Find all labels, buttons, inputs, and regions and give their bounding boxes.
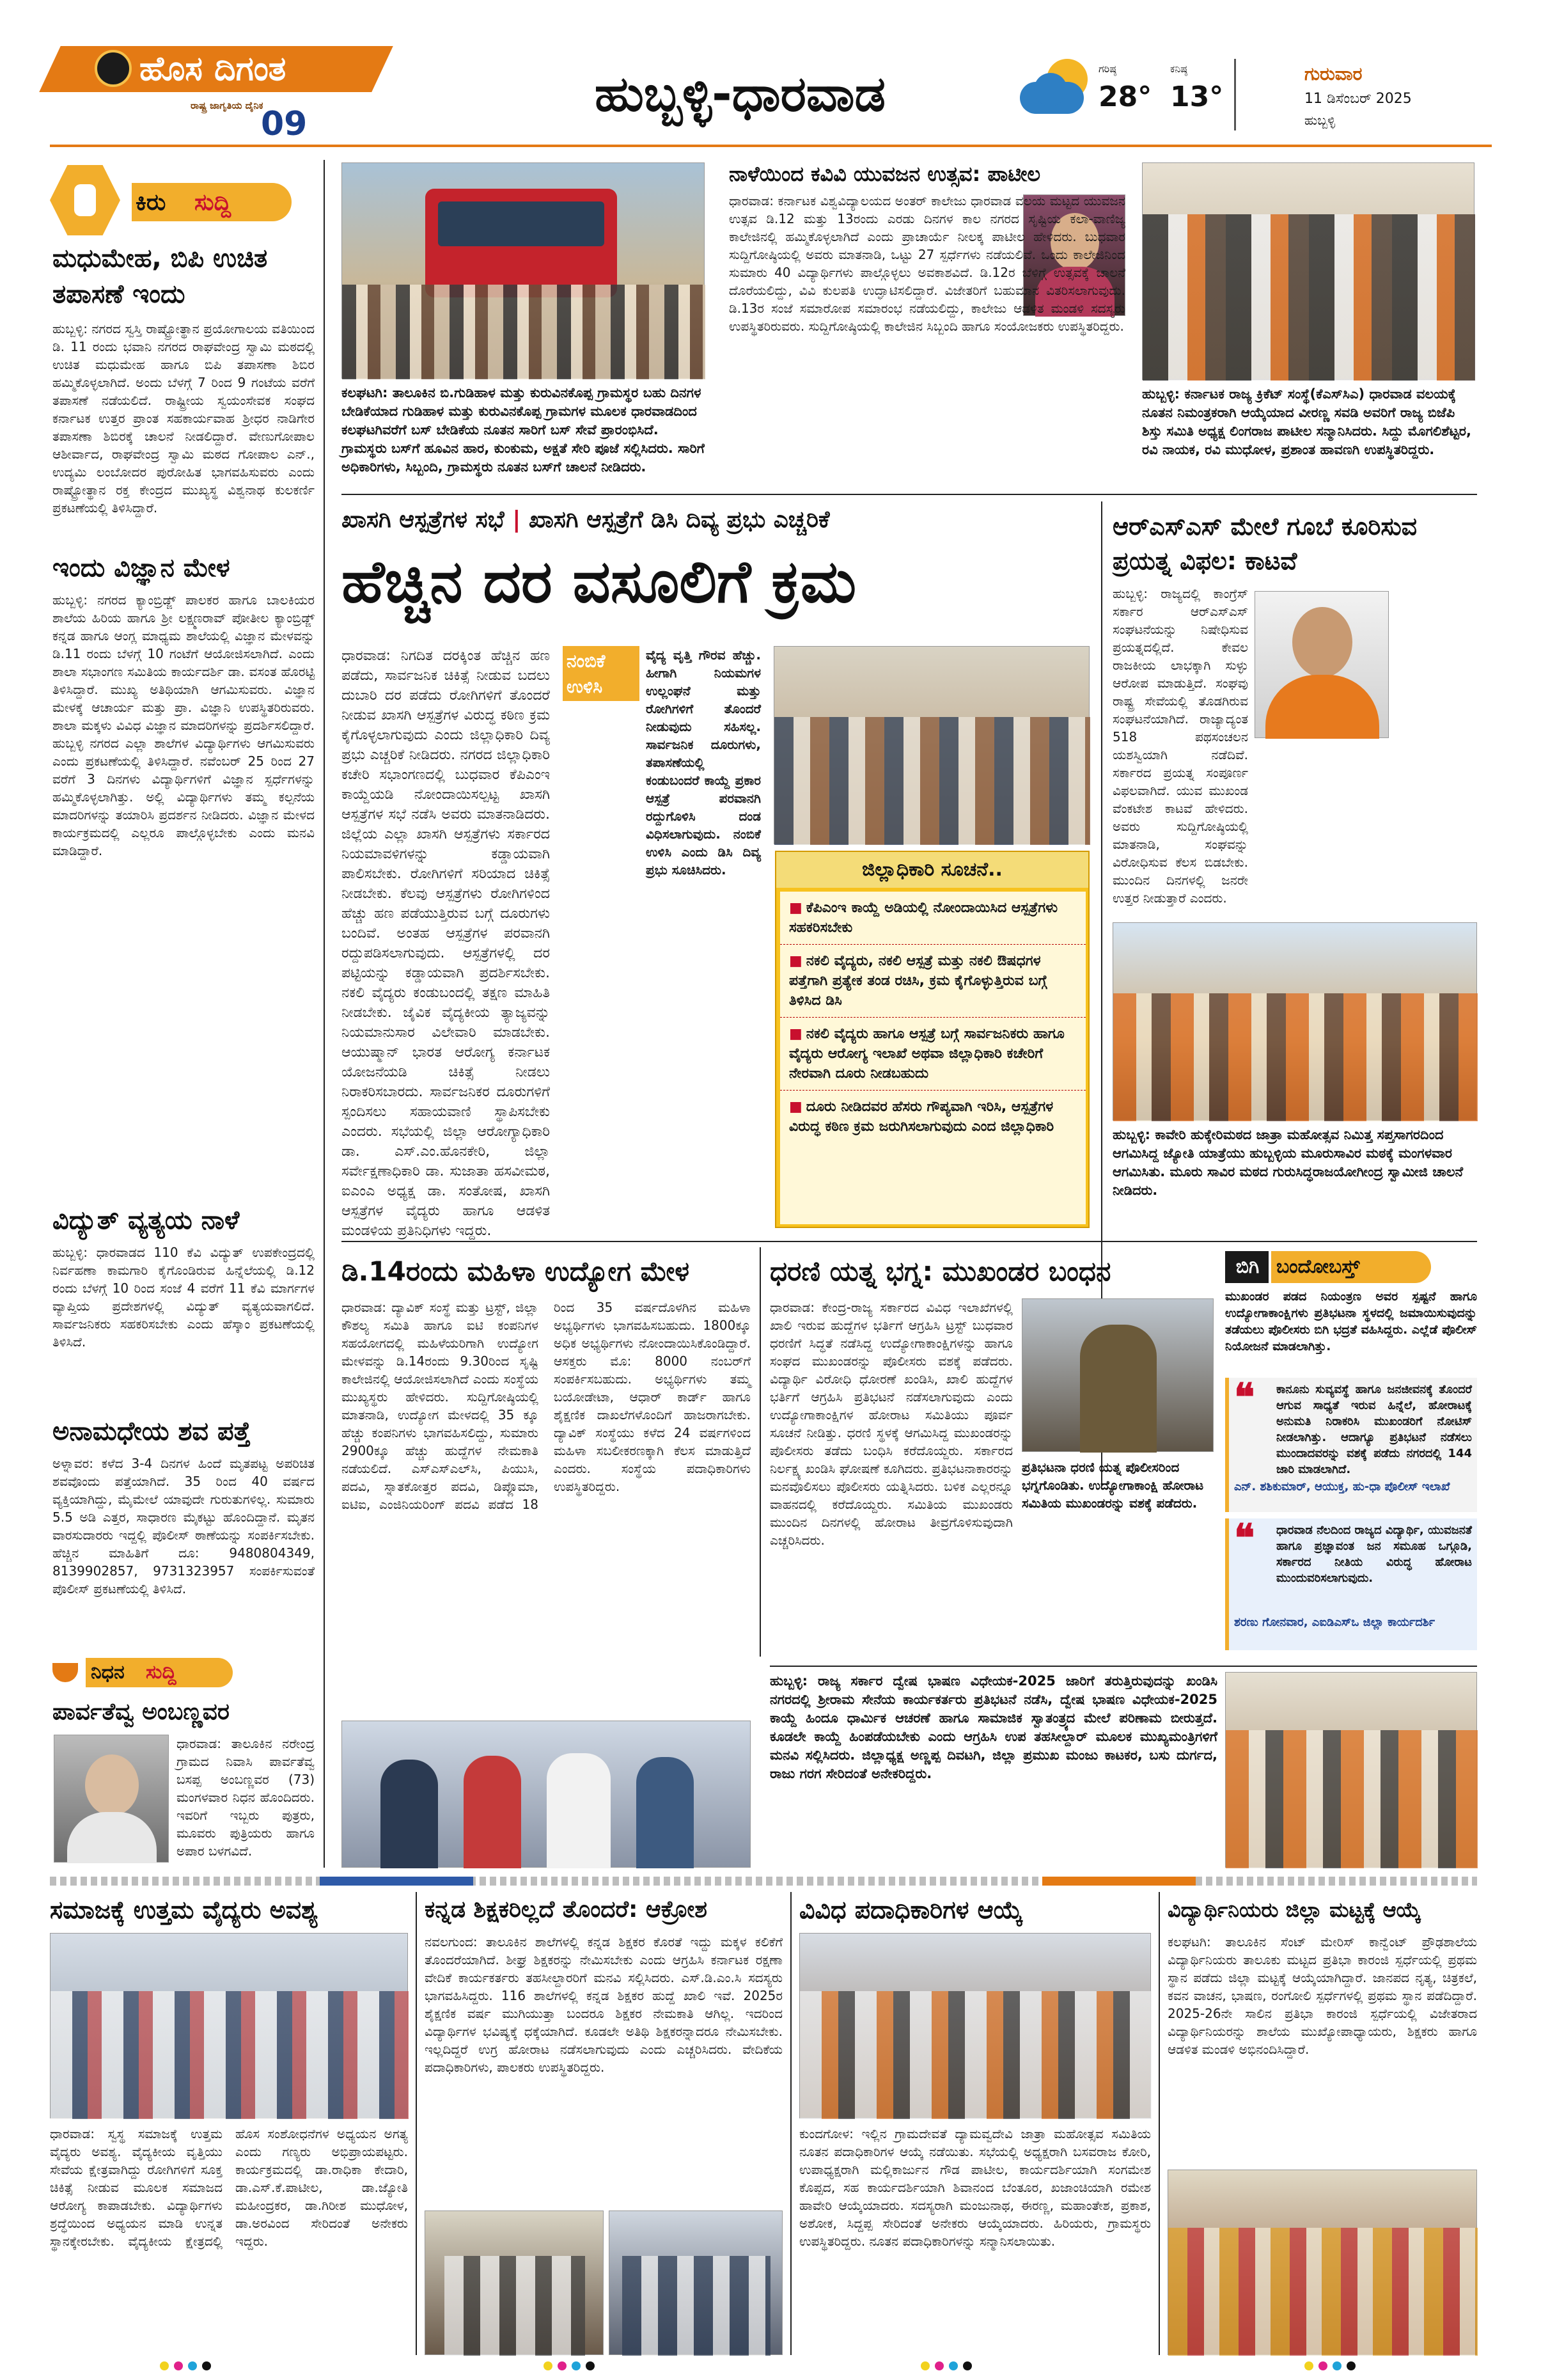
registration-marks xyxy=(544,2361,595,2370)
registration-marks xyxy=(160,2361,211,2370)
masthead-divider xyxy=(1234,59,1236,130)
rss-title: ಆರ್‌ಎಸ್‌ಎಸ್ ಮೇಲೆ ಗೂಬೆ ಕೂರಿಸುವ ಪ್ರಯತ್ನ ವಿಫಲ: ಕಾಟವೆ xyxy=(1113,512,1418,575)
nambike-box xyxy=(563,646,761,878)
dharani-photo xyxy=(1022,1298,1214,1452)
dc-point: ■ ನಕಲಿ ವೈದ್ಯರು, ನಕಲಿ ಆಸ್ಪತ್ರೆ ಮತ್ತು ನಕಲಿ ಔಷಧಗಳ ಪತ್ತೆಗಾಗಿ ಪ್ರತ್ಯೇಕ ತಂಡ ರಚಿಸಿ, ಕ್ರಮ ಕೈಗೊಳ್ಳುತ್ತಿರುವ ಬಗ್ಗೆ ತಿಳಿಸಿದ ಡಿಸಿ xyxy=(780,945,1086,1018)
bottom-band-accent xyxy=(1042,1877,1196,1886)
lamp-icon xyxy=(95,50,132,87)
city: ಹುಬ್ಬಳ್ಳಿ xyxy=(1304,113,1336,128)
bullet-icon: ■ xyxy=(789,900,802,916)
paper-name: ಹೊಸ ದಿಗಂತ xyxy=(139,50,286,88)
jatra-photo xyxy=(1113,922,1477,1121)
hospital-body: ಧಾರವಾಡ: ನಿಗದಿತ ದರಕ್ಕಿಂತ ಹೆಚ್ಚಿನ ಹಣ ಪಡೆದು, ಸಾರ್ವಜನಿಕ ಚಿಕಿತ್ಸೆ ನೀಡುವ ಬದಲು ದುಬಾರಿ ದರ ಪಡೆದು ರೋಗಿಗಳಿಗೆ ತೊಂದರೆ ನೀಡುವ ಖಾಸಗಿ ಆಸ್ಪತ್ರೆಗಳ ವಿರುದ್ಧ ಕಠಿಣ ಕ್ರಮ ಕೈಗೊಳ್ಳಲಾಗುವುದು ಎಂದು ಜಿಲ್ಲಾಧಿಕಾರಿ ದಿವ್ಯ ಪ್ರಭು ಎಚ್ಚರಿಕೆ ನೀಡಿದರು. ನಗರದ ಜಿಲ್ಲಾಧಿಕಾರಿ ಕಚೇರಿ ಸಭಾಂಗಣದಲ್ಲಿ ಬುಧವಾರ ಕೆಪಿಎಂಇ ಕಾಯ್ದೆಯಡಿ ನೋಂದಾಯಿಸಲ್ಪಟ್ಟ ಖಾಸಗಿ ಆಸ್ಪತ್ರೆಗಳ ಸಭೆ ನಡೆಸಿ ಅವರು ಮಾತನಾಡಿದರು. ಜಿಲ್ಲೆಯ ಎಲ್ಲಾ ಖಾಸಗಿ ಆಸ್ಪತ್ರೆಗಳು ಸರ್ಕಾರದ ನಿಯಮಾವಳಿಗಳನ್ನು ಕಡ್ಡಾಯವಾಗಿ ಪಾಲಿಸಬೇಕು. ರೋಗಿಗಳಿಗೆ ಸರಿಯಾದ ಚಿಕಿತ್ಸೆ ನೀಡಬೇಕು. ಕೆಲವು ಆಸ್ಪತ್ರೆಗಳು ರೋಗಿಗಳಿಂದ ಹೆಚ್ಚು ಹಣ ಪಡೆಯುತ್ತಿರುವ ಬಗ್ಗೆ ದೂರುಗಳು ಬಂದಿವೆ. ಅಂತಹ ಆಸ್ಪತ್ರೆಗಳ ಪರವಾನಗಿ ರದ್ದುಪಡಿಸಲಾಗುವುದು. ಆಸ್ಪತ್ರೆಗಳಲ್ಲಿ ದರ ಪಟ್ಟಿಯನ್ನು ಕಡ್ಡಾಯವಾಗಿ ಪ್ರದರ್ಶಿಸಬೇಕು. ನಕಲಿ ವೈದ್ಯರು ಕಂಡುಬಂದಲ್ಲಿ ತಕ್ಷಣ ಮಾಹಿತಿ ನೀಡಬೇಕು. ಜೈವಿಕ ವೈದ್ಯಕೀಯ ತ್ಯಾಜ್ಯವನ್ನು ನಿಯಮಾನುಸಾರ ವಿಲೇವಾರಿ ಮಾಡಬೇಕು. ಆಯುಷ್ಮಾನ್ ಭಾರತ ಆರೋಗ್ಯ ಕರ್ನಾಟಕ ಯೋಜನೆಯಡಿ ಚಿಕಿತ್ಸೆ ನೀಡಲು ನಿರಾಕರಿಸಬಾರದು. ಸಾರ್ವಜನಿಕರ ದೂರುಗಳಿಗೆ ಸ್ಪಂದಿಸಲು ಸಹಾಯವಾಣಿ ಸ್ಥಾಪಿಸಬೇಕು ಎಂದರು. ಸಭೆಯಲ್ಲಿ ಜಿಲ್ಲಾ ಆರೋಗ್ಯಾಧಿಕಾರಿ ಡಾ. ಎಸ್.ಎಂ.ಹೊನಕೇರಿ, ಜಿಲ್ಲಾ ಸರ್ವೇಕ್ಷಣಾಧಿಕಾರಿ ಡಾ. ಸುಜಾತಾ ಹಸವೀಮಠ, ಐಎಂಎ ಅಧ್ಯಕ್ಷ ಡಾ. ಸಂತೋಷ, ಖಾಸಗಿ ಆಸ್ಪತ್ರೆಗಳ ವೈದ್ಯರು ಹಾಗೂ ಆಡಳಿತ ಮಂಡಳಿಯ ಪ್ರತಿನಿಧಿಗಳು ಇದ್ದರು. xyxy=(341,648,550,1239)
bus-photo xyxy=(341,162,705,379)
dharani-title: ಧರಣಿ ಯತ್ನ ಭಗ್ನ: ಮುಖಂಡರ ಬಂಧನ xyxy=(770,1256,1111,1287)
brief-1-body: ಹುಬ್ಬಳ್ಳಿ: ನಗರದ ಸ್ವಸ್ತಿ ರಾಷ್ಟ್ರೋತ್ಥಾನ ಪ್ರಯೋಗಾಲಯ ವತಿಯಿಂದ ಡಿ. 11 ರಂದು ಭವಾನಿ ನಗರದ ರಾಘವೇಂದ್ರ ಸ್ವಾಮಿ ಮಠದಲ್ಲಿ ಉಚಿತ ಮಧುಮೇಹ ಹಾಗೂ ಬಿಪಿ ತಪಾಸಣಾ ಶಿಬಿರ ಹಮ್ಮಿಕೊಳ್ಳಲಾಗಿದೆ. ಅಂದು ಬೆಳಗ್ಗೆ 7 ರಿಂದ 9 ಗಂಟೆಯ ವರೆಗೆ ತಪಾಸಣೆ ನಡೆಯಲಿದೆ. ರಾಷ್ಟ್ರೀಯ ಸ್ವಯಂಸೇವಕ ಸಂಘದ ಕರ್ನಾಟಕ ಉತ್ತರ ಪ್ರಾಂತ ಸಹಕಾರ್ಯವಾಹ ಶ್ರೀಧರ ನಾಡಿಗೇರ ತಪಾಸಣಾ ಶಿಬಿರಕ್ಕೆ ಚಾಲನೆ ನೀಡಲಿದ್ದಾರೆ. ವೇಣುಗೋಪಾಲ ಆಶೀರ್ವಾದ, ರಾಘವೇಂದ್ರ ಸ್ವಾಮಿ ಮಠದ ಗೋಪಾಲ ಎನ್., ಉದ್ಯಮಿ ಲಂಬೋದರ ಪುರೋಹಿತ ಭಾಗವಹಿಸುವರು ಎಂದು ರಾಷ್ಟ್ರೋತ್ಥಾನ ರಕ್ತ ಕೇಂದ್ರದ ಮುಖ್ಯಸ್ಥ ವಿಶ್ವನಾಥ ಕುಲಕರ್ಣಿ ಪ್ರಕಟಣೆಯಲ್ಲಿ ತಿಳಿಸಿದ್ದಾರೆ. xyxy=(52,321,315,516)
officers-photo xyxy=(799,1933,1151,2118)
edition-title: ಹುಬ್ಬಳ್ಳಿ-ಧಾರವಾಡ xyxy=(595,65,886,122)
brief-2-body: ಹುಬ್ಬಳ್ಳಿ: ನಗರದ ಕ್ಯಾಂಬ್ರಿಡ್ಜ್ ಪಾಲಕರ ಹಾಗೂ ಬಾಲಕಿಯರ ಶಾಲೆಯ ಹಿರಿಯ ಹಾಗೂ ಶ್ರೀ ಲಕ್ಷ್ಮಣರಾವ್ ಪೋತೀಲ ಕ್ಯಾಂಬ್ರಿಡ್ಜ್ ಕನ್ನಡ ಹಾಗೂ ಆಂಗ್ಲ ಮಾಧ್ಯಮ ಶಾಲೆಯಲ್ಲಿ ವಿಜ್ಞಾನ ಮೇಳವನ್ನು ಡಿ.11 ರಂದು ಬೆಳಗ್ಗೆ 10 ಗಂಟೆಗೆ ಆಯೋಜಿಸಲಾಗಿದೆ. ಎಂದು ಶಾಲಾ ಸಭಾಂಗಣ ಸಮಿತಿಯ ಕಾರ್ಯದರ್ಶಿ ಡಾ. ವಸಂತ ಹೊರಟ್ಟಿ ತಿಳಿಸಿದ್ದಾರೆ. ಮುಖ್ಯ ಅತಿಥಿಯಾಗಿ ಆಗಮಿಸುವರು. ವಿಜ್ಞಾನ ಮೇಳಕ್ಕೆ ಆಚಾರ್ಯ ಮತ್ತು ಪ್ರಾ. ವಿಜ್ಞಾನಿ ಉಪಸ್ಥಿತರಿರುವರು. ಶಾಲಾ ಮಕ್ಕಳು ವಿವಿಧ ವಿಜ್ಞಾನ ಮಾದರಿಗಳನ್ನು ಪ್ರದರ್ಶಿಸಲಿದ್ದಾರೆ. ಹುಬ್ಬಳ್ಳಿ ನಗರದ ಎಲ್ಲಾ ಶಾಲೆಗಳ ವಿದ್ಯಾರ್ಥಿಗಳು ಆಗಮಿಸುವರು ಎಂದು ಪ್ರಕಟಣೆಯಲ್ಲಿ ತಿಳಿಸಿದ್ದಾರೆ. ನವೆಂಬರ್ 25 ರಿಂದ 27 ವರೆಗೆ 3 ದಿನಗಳು ವಿದ್ಯಾರ್ಥಿಗಳಿಗೆ ವಿಜ್ಞಾನ ಸ್ಪರ್ಧೆಗಳನ್ನು ಹಮ್ಮಿಕೊಳ್ಳಲಾಗಿತ್ತು. ಅಲ್ಲಿ ವಿದ್ಯಾರ್ಥಿಗಳು ತಮ್ಮ ಕಲ್ಪನೆಯ ಮಾದರಿಗಳನ್ನು ತಯಾರಿಸಿ ಪ್ರದರ್ಶನ ನೀಡಿದರು. ವಿಜ್ಞಾನ ಮೇಳದ ಕಾರ್ಯಕ್ರಮದಲ್ಲಿ ಎಲ್ಲರೂ ಪಾಲ್ಗೊಳ್ಳಬೇಕು ಎಂದು ಮನವಿ ಮಾಡಿದ್ದಾರೆ. xyxy=(52,592,315,858)
jobfair-title: ಡಿ.14ರಂದು ಮಹಿಳಾ ಉದ್ಯೋಗ ಮೇಳ xyxy=(341,1256,690,1287)
doctors-title: ಸಮಾಜಕ್ಕೆ ಉತ್ತಮ ವೈದ್ಯರು ಅವಶ್ಯ xyxy=(50,1896,318,1924)
brief-4-body: ಅಳ್ನಾವರ: ಕಳೆದ 3-4 ದಿನಗಳ ಹಿಂದೆ ಮೃತಪಟ್ಟ ಅಪರಿಚಿತ ಶವವೊಂದು ಪತ್ತೆಯಾಗಿದೆ. 35 ರಿಂದ 40 ವರ್ಷದ ವ್ಯಕ್ತಿಯಾಗಿದ್ದು, ಮೈಮೇಲೆ ಯಾವುದೇ ಗುರುತುಗಳಿಲ್ಲ. ಸುಮಾರು 5.5 ಅಡಿ ಎತ್ತರ, ಸಾಧಾರಣ ಮೈಕಟ್ಟು ಹೊಂದಿದ್ದಾನೆ. ಮೃತನ ವಾರಸುದಾರರು ಇದ್ದಲ್ಲಿ ಪೊಲೀಸ್ ಠಾಣೆಯನ್ನು ಸಂಪರ್ಕಿಸಬೇಕು. ಹೆಚ್ಚಿನ ಮಾಹಿತಿಗೆ ದೂ: 9480804349, 8139902857, 9731323957 ಸಂಪರ್ಕಿಸುವಂತೆ ಪೊಲೀಸ್ ಪ್ರಕಟಣೆಯಲ್ಲಿ ತಿಳಿಸಿದೆ. xyxy=(52,1456,315,1596)
top-row-rule xyxy=(341,494,1477,495)
hospital-headline: ಹೆಚ್ಚಿನ ದರ ವಸೂಲಿಗೆ ಕ್ರಮ xyxy=(341,548,857,616)
nambike-text: ವೈದ್ಯ ವೃತ್ತಿ ಗೌರವ ಹೆಚ್ಚು. ಹೀಗಾಗಿ ನಿಯಮಗಳ ಉಲ್ಲಂಘನೆ ಮತ್ತು ರೋಗಿಗಳಿಗೆ ತೊಂದರೆ ನೀಡುವುದು ಸಹಿಸಲ್ಲ. ಸಾರ್ವಜನಿಕ ದೂರುಗಳು, ತಪಾಸಣೆಯಲ್ಲಿ ಕಂಡುಬಂದರೆ ಕಾಯ್ದೆ ಪ್ರಕಾರ ಆಸ್ಪತ್ರೆ ಪರವಾನಗಿ ರದ್ದುಗೊಳಿಸಿ ದಂಡ ವಿಧಿಸಲಾಗುವುದು. ನಂಬಿಕೆ ಉಳಿಸಿ ಎಂದು ಡಿಸಿ ದಿವ್ಯ ಪ್ರಭು ಸೂಚಿಸಿದರು. xyxy=(646,647,761,878)
youth-title: ನಾಳೆಯಿಂದ ಕವಿವಿ ಯುವಜನ ಉತ್ಸವ: ಪಾಟೀಲ xyxy=(729,162,1041,186)
kannada-photo-1 xyxy=(425,2211,604,2355)
jobfair-rule xyxy=(760,1247,761,1657)
brief-3-body: ಹುಬ್ಬಳ್ಳಿ: ಧಾರವಾಡದ 110 ಕೆವಿ ವಿದ್ಯುತ್ ಉಪಕೇಂದ್ರದಲ್ಲಿ ನಿರ್ವಹಣಾ ಕಾಮಗಾರಿ ಕೈಗೊಂಡಿರುವ ಹಿನ್ನೆಲೆಯಲ್ಲಿ ಡಿ.12 ರಂದು ಬೆಳಗ್ಗೆ 10 ರಿಂದ ಸಂಜೆ 4 ವರೆಗೆ 11 ಕೆವಿ ಮಾರ್ಗಗಳ ವ್ಯಾಪ್ತಿಯ ಪ್ರದೇಶಗಳಲ್ಲಿ ವಿದ್ಯುತ್ ವ್ಯತ್ಯಯವಾಗಲಿದೆ. ಸಾರ್ವಜನಿಕರು ಸಹಕರಿಸಬೇಕು ಎಂದು ಹೆಸ್ಕಾಂ ಪ್ರಕಟಣೆಯಲ್ಲಿ ತಿಳಿಸಿದೆ. xyxy=(52,1245,315,1350)
dc-point: ■ ಕೆಪಿಎಂಇ ಕಾಯ್ದೆ ಅಡಿಯಲ್ಲಿ ನೋಂದಾಯಿಸಿದ ಆಸ್ಪತ್ರೆಗಳು ಸಹಕರಿಸಬೇಕು xyxy=(780,892,1086,945)
bandobast-label-a: ಬಿಗಿ xyxy=(1235,1256,1260,1278)
ksca-photo xyxy=(1142,162,1475,380)
officers-body: ಕುಂದಗೋಳ: ಇಲ್ಲಿನ ಗ್ರಾಮದೇವತೆ ದ್ಯಾಮವ್ವದೇವಿ ಜಾತ್ರಾ ಮಹೋತ್ಸವ ಸಮಿತಿಯ ನೂತನ ಪದಾಧಿಕಾರಿಗಳ ಆಯ್ಕೆ ನಡೆಯಿತು. ಸಭೆಯಲ್ಲಿ ಅಧ್ಯಕ್ಷರಾಗಿ ಬಸವರಾಜ ಕೋರಿ, ಉಪಾಧ್ಯಕ್ಷರಾಗಿ ಮಲ್ಲಿಕಾರ್ಜುನ ಗೌಡ ಪಾಟೀಲ, ಕಾರ್ಯದರ್ಶಿಯಾಗಿ ಸಂಗಮೇಶ ಕೊಪ್ಪದ, ಸಹ ಕಾರ್ಯದರ್ಶಿಯಾಗಿ ಶಿವಾನಂದ ಬೆಂತೂರ, ಖಜಾಂಚಿಯಾಗಿ ರಮೇಶ ಹಾವೇರಿ ಆಯ್ಕೆಯಾದರು. ಸದಸ್ಯರಾಗಿ ಮಂಜುನಾಥ, ಈರಣ್ಣ, ಮಹಾಂತೇಶ, ಪ್ರಕಾಶ, ಅಶೋಕ, ಸಿದ್ದಪ್ಪ ಸೇರಿದಂತೆ ಅನೇಕರು ಆಯ್ಕೆಯಾದರು. ಹಿರಿಯರು, ಗ್ರಾಮಸ್ಥರು ಉಪಸ್ಥಿತರಿದ್ದರು. ನೂತನ ಪದಾಧಿಕಾರಿಗಳನ್ನು ಸನ್ಮಾನಿಸಲಾಯಿತು. xyxy=(799,2126,1151,2249)
bottom-col-rule-2 xyxy=(790,1892,792,2355)
hospital-kicker-a: ಖಾಸಗಿ ಆಸ್ಪತ್ರೆಗಳ ಸಭೆ xyxy=(341,507,505,533)
brief-4-title: ಅನಾಮಧೇಯ ಶವ ಪತ್ತೆ xyxy=(52,1417,251,1446)
bill-caption: ಹುಬ್ಬಳ್ಳಿ: ರಾಜ್ಯ ಸರ್ಕಾರ ದ್ವೇಷ ಭಾಷಣ ವಿಧೇಯಕ-2025 ಜಾರಿಗೆ ತರುತ್ತಿರುವುದನ್ನು ಖಂಡಿಸಿ ನಗರದಲ್ಲಿ ಶ್ರೀರಾಮ ಸೇನೆಯ ಕಾರ್ಯಕರ್ತರು ಪ್ರತಿಭಟನೆ ನಡೆಸಿ, ದ್ವೇಷ ಭಾಷಣ ವಿಧೇಯಕ-2025 ಕಾಯ್ದೆ ಹಿಂದೂ ಧಾರ್ಮಿಕ ಆಚರಣೆ ಹಾಗೂ ಸಾಮಾಜಿಕ ಸ್ವಾತಂತ್ರ್ಯದ ಮೇಲೆ ಪರಿಣಾಮ ಬೀರುತ್ತದೆ. ಕೂಡಲೇ ಕಾಯ್ದೆ ಹಿಂಪಡೆಯಬೇಕು ಎಂದು ಆಗ್ರಹಿಸಿ ಉಪ ತಹಸೀಲ್ದಾರ್ ಮೂಲಕ ಮುಖ್ಯಮಂತ್ರಿಗಳಿಗೆ ಮನವಿ ಸಲ್ಲಿಸಿದರು. ಜಿಲ್ಲಾಧ್ಯಕ್ಷ ಅಣ್ಣಪ್ಪ ದಿವಟಗಿ, ಜಿಲ್ಲಾ ಪ್ರಮುಖ ಮಂಜು ಕಾಟಕರ, ಬಸು ದುರ್ಗದ, ರಾಜು ಗರಗ ಸೇರಿದಂತೆ ಅನೇಕರಿದ್ದರು. xyxy=(770,1673,1217,1781)
hospital-meeting-photo xyxy=(774,646,1090,844)
dharani-photo-caption: ಪ್ರತಿಭಟನಾ ಧರಣಿ ಯತ್ನ ಪೊಲೀಸರಿಂದ ಭಗ್ನಗೊಂಡಿತು. ಉದ್ಯೋಗಾಕಾಂಕ್ಷಿ ಹೋರಾಟ ಸಮಿತಿಯ ಮುಖಂಡರನ್ನು ವಶಕ್ಕೆ ಪಡೆದರು. xyxy=(1022,1460,1204,1511)
bottom-band-rule xyxy=(50,1877,1477,1886)
obituary-name: ಪಾರ್ವತೆವ್ವ ಅಂಬಣ್ಣವರ xyxy=(52,1699,230,1725)
dc-notice-title: ಜಿಲ್ಲಾಧಿಕಾರಿ ಸೂಚನೆ.. xyxy=(776,852,1088,888)
nambike-label-b: ಉಳಿಸಿ xyxy=(567,676,603,697)
obituary-body: ಧಾರವಾಡ: ತಾಲೂಕಿನ ನರೇಂದ್ರ ಗ್ರಾಮದ ನಿವಾಸಿ ಪಾರ್ವತೆವ್ವ ಬಸಪ್ಪ ಅಂಬಣ್ಣವರ (73) ಮಂಗಳವಾರ ನಿಧನ ಹೊಂದಿದರು. ಇವರಿಗೆ ಇಬ್ಬರು ಪುತ್ರರು, ಮೂವರು ಪುತ್ರಿಯರು ಹಾಗೂ ಅಪಾರ ಬಳಗವಿದೆ. xyxy=(176,1736,315,1859)
jobfair-photo xyxy=(341,1721,751,1868)
paper-tagline: ರಾಷ್ಟ್ರ ಜಾಗೃತಿಯ ದೈನಿಕ xyxy=(191,100,263,111)
weekday: ಗುರುವಾರ xyxy=(1304,63,1363,84)
bill-photo xyxy=(1225,1672,1477,1868)
students-body: ಕಲಘಟಗಿ: ತಾಲೂಕಿನ ಸೆಂಟ್ ಮೇರಿಸ್ ಕಾನ್ವೆಂಟ್ ಪ್ರೌಢಶಾಲೆಯ ವಿದ್ಯಾರ್ಥಿನಿಯರು ತಾಲೂಕು ಮಟ್ಟದ ಪ್ರತಿಭಾ ಕಾರಂಜಿ ಸ್ಪರ್ಧೆಯಲ್ಲಿ ಪ್ರಥಮ ಸ್ಥಾನ ಪಡೆದು ಜಿಲ್ಲಾ ಮಟ್ಟಕ್ಕೆ ಆಯ್ಕೆಯಾಗಿದ್ದಾರೆ. ಜಾನಪದ ನೃತ್ಯ, ಚಿತ್ರಕಲೆ, ಕವನ ವಾಚನ, ಭಾಷಣ, ರಂಗೋಲಿ ಸ್ಪರ್ಧೆಗಳಲ್ಲಿ ಪ್ರಥಮ ಸ್ಥಾನ ಪಡೆದಿದ್ದಾರೆ. 2025-26ನೇ ಸಾಲಿನ ಪ್ರತಿಭಾ ಕಾರಂಜಿ ಸ್ಪರ್ಧೆಯಲ್ಲಿ ವಿಜೇತರಾದ ವಿದ್ಯಾರ್ಥಿನಿಯರನ್ನು ಶಾಲೆಯ ಮುಖ್ಯೋಪಾಧ್ಯಾಯರು, ಶಿಕ್ಷಕರು ಹಾಗೂ ಆಡಳಿತ ಮಂಡಳಿ ಅಭಿನಂದಿಸಿದ್ದಾರೆ. xyxy=(1168,1934,1477,2057)
masthead xyxy=(0,0,1541,147)
hospital-kicker xyxy=(341,503,1090,537)
kirusuddi-label-a: ಕಿರು xyxy=(136,189,166,216)
brief-2-title: ಇಂದು ವಿಜ್ಞಾನ ಮೇಳ xyxy=(52,553,230,583)
diya-icon xyxy=(52,1663,78,1682)
quote1-by: ಎನ್. ಶಶಿಕುಮಾರ್, ಆಯುಕ್ತ, ಹು-ಧಾ ಪೊಲೀಸ್ ಇಲಾಖೆ xyxy=(1234,1480,1450,1493)
doctors-photo xyxy=(50,1933,408,2118)
quote2-by: ಶರಣು ಗೋನವಾರ, ಎಐಡಿಎಸ್ಒ ಜಿಲ್ಲಾ ಕಾರ್ಯದರ್ಶಿ xyxy=(1234,1616,1435,1629)
weather-max: 28° xyxy=(1099,81,1152,113)
weather-max-label: ಗರಿಷ್ಠ xyxy=(1099,63,1116,75)
bullet-icon: ■ xyxy=(789,1026,802,1042)
dc-point: ■ ದೂರು ನೀಡಿದವರ ಹೆಸರು ಗೌಪ್ಯವಾಗಿ ಇರಿಸಿ, ಆಸ್ಪತ್ರೆಗಳ ವಿರುದ್ಧ ಕಠಿಣ ಕ್ರಮ ಜರುಗಿಸಲಾಗುವುದು ಎಂದ ಜಿಲ್ಲಾಧಿಕಾರಿ xyxy=(789,1099,1054,1135)
bottom-band-accent xyxy=(320,1877,473,1886)
brief-1-title: ಮಧುಮೇಹ, ಬಿಪಿ ಉಚಿತ ತಪಾಸಣೆ ಇಂದು xyxy=(52,244,268,309)
kannada-title: ಕನ್ನಡ ಶಿಕ್ಷಕರಿಲ್ಲದೆ ತೊಂದರೆ: ಆಕ್ರೋಶ xyxy=(425,1896,707,1923)
students-photo xyxy=(1168,2170,1477,2355)
hospital-kicker-b: ಖಾಸಗಿ ಆಸ್ಪತ್ರೆಗೆ ಡಿಸಿ ದಿವ್ಯ ಪ್ರಭು ಎಚ್ಚರಿಕೆ xyxy=(528,507,830,533)
masthead-logo-block xyxy=(50,46,408,142)
dharani-body-top: ಧಾರವಾಡ: ಕೇಂದ್ರ-ರಾಜ್ಯ ಸರ್ಕಾರದ ವಿವಿಧ ಇಲಾಖೆಗಳಲ್ಲಿ ಖಾಲಿ ಇರುವ ಹುದ್ದೆಗಳ ಭರ್ತಿಗೆ ಆಗ್ರಹಿಸಿ ಟ್ರಸ್ಟ್ ಬುಧವಾರ ಧರಣಿಗೆ ಸಿದ್ಧತೆ ನಡೆಸಿದ್ದ ಉದ್ಯೋಗಾಕಾಂಕ್ಷಿಗಳನ್ನು ಹಾಗೂ ಸಂಘದ ಮುಖಂಡರನ್ನು ಪೊಲೀಸರು ವಶಕ್ಕೆ ಪಡೆದರು. ವಿದ್ಯಾರ್ಥಿ ವಿರೋಧಿ ಧೋರಣೆ ಖಂಡಿಸಿ, ಖಾಲಿ ಹುದ್ದೆಗಳ ಭರ್ತಿಗೆ ಆಗ್ರಹಿಸಿ ಪ್ರತಿಭಟನೆ ನಡೆಸಲಾಗುವುದು ಎಂದು ಉದ್ಯೋಗಾಕಾಂಕ್ಷಿಗಳ ಹೋರಾಟ ಸಮಿತಿಯು ಪೂರ್ವ ಸೂಚನೆ ನೀಡಿತ್ತು. ಧರಣಿ ಸ್ಥಳಕ್ಕೆ ಆಗಮಿಸಿದ್ದ ಮುಖಂಡರನ್ನು ಪೊಲೀಸರು ತಡೆದು ಬಂಧಿಸಿ ಕರೆದೊಯ್ದರು. ಸರ್ಕಾರದ ನಿರ್ಲಕ್ಷ್ಯ ಖಂಡಿಸಿ ಘೋಷಣೆ ಕೂಗಿದರು. ಪ್ರತಿಭಟನಾಕಾರರನ್ನು ಮನವೊಲಿಸಲು ಪೊಲೀಸರು ಯತ್ನಿಸಿದರು. ಬಳಿಕ ಎಲ್ಲರನ್ನೂ ವಾಹನದಲ್ಲಿ ಕರೆದೊಯ್ದರು. ಸಮಿತಿಯ ಮುಖಂಡರು ಮುಂದಿನ ದಿನಗಳಲ್ಲಿ ಹೋರಾಟ ತೀವ್ರಗೊಳಿಸುವುದಾಗಿ ಎಚ್ಚರಿಸಿದರು. xyxy=(770,1300,1013,1548)
kirusuddi-header xyxy=(50,165,318,235)
bandobast-box xyxy=(1225,1247,1477,1657)
bullet-icon: ■ xyxy=(789,1099,802,1115)
dc-point: ■ ನಕಲಿ ವೈದ್ಯರು ಹಾಗೂ ಆಸ್ಪತ್ರೆ ಬಗ್ಗೆ ಸಾರ್ವಜನಿಕರು ಹಾಗೂ ವೈದ್ಯರು ಆರೋಗ್ಯ ಇಲಾಖೆ ಅಥವಾ ಜಿಲ್ಲಾಧಿಕಾರಿ ಕಚೇರಿಗೆ ನೇರವಾಗಿ ದೂರು ನೀಡಬಹುದು xyxy=(780,1018,1086,1091)
quote2-text: ಧಾರವಾಡ ನೆಲದಿಂದ ರಾಜ್ಯದ ವಿದ್ಯಾರ್ಥಿ, ಯುವಜನತೆ ಹಾಗೂ ಪ್ರಜ್ಞಾವಂತ ಜನ ಸಮೂಹ ಒಗ್ಗೂಡಿ, ಸರ್ಕಾರದ ನೀತಿಯ ವಿರುದ್ಧ ಹೋರಾಟ ಮುಂದುವರಿಸಲಾಗುವುದು. xyxy=(1276,1524,1472,1585)
mid-row-rule xyxy=(341,1241,1477,1242)
rss-portrait xyxy=(1255,591,1389,738)
doctors-body: ಧಾರವಾಡ: ಸ್ವಸ್ಥ ಸಮಾಜಕ್ಕೆ ಉತ್ತಮ ವೈದ್ಯರು ಅವಶ್ಯ. ವೈದ್ಯಕೀಯ ವೃತ್ತಿಯು ಸೇವೆಯ ಕ್ಷೇತ್ರವಾಗಿದ್ದು ರೋಗಿಗಳಿಗೆ ಸೂಕ್ತ ಚಿಕಿತ್ಸೆ ನೀಡುವ ಮೂಲಕ ಸಮಾಜದ ಆರೋಗ್ಯ ಕಾಪಾಡಬೇಕು. ವಿದ್ಯಾರ್ಥಿಗಳು ಶ್ರದ್ಧೆಯಿಂದ ಅಧ್ಯಯನ ಮಾಡಿ ಉನ್ನತ ಸ್ಥಾನಕ್ಕೇರಬೇಕು. ವೈದ್ಯಕೀಯ ಕ್ಷೇತ್ರದಲ್ಲಿ ಹೊಸ ಸಂಶೋಧನೆಗಳ ಅಧ್ಯಯನ ಅಗತ್ಯ ಎಂದು ಗಣ್ಯರು ಅಭಿಪ್ರಾಯಪಟ್ಟರು. ಕಾರ್ಯಕ್ರಮದಲ್ಲಿ ಡಾ.ರಾಧಿಕಾ ಕೇದಾರಿ, ಡಾ.ಎಸ್.ಕೆ.ಪಾಟೀಲ, ಡಾ.ಜ್ಯೋತಿ ಮಹೀಂದ್ರಕರ, ಡಾ.ಗಿರೀಶ ಮುಧೋಳ, ಡಾ.ಅರವಿಂದ ಸೇರಿದಂತೆ ಅನೇಕರು ಇದ್ದರು. xyxy=(50,2126,408,2249)
dc-notice-box xyxy=(775,851,1090,1228)
bandobast-intro: ಮುಖಂಡರ ಪಡದ ನಿಯಂತ್ರಣ ಅವರ ಸ್ಪಷ್ಟನೆ ಹಾಗೂ ಉದ್ಯೋಗಾಕಾಂಕ್ಷಿಗಳು ಪ್ರತಿಭಟನಾ ಸ್ಥಳದಲ್ಲಿ ಜಮಾಯಿಸುವುದನ್ನು ತಡೆಯಲು ಪೊಲೀಸರು ಬಿಗಿ ಭದ್ರತೆ ವಹಿಸಿದ್ದರು. ಎಲ್ಲೆಡೆ ಪೊಲೀಸ್ ನಿಯೋಜನೆ ಮಾಡಲಾಗಿತ್ತು. xyxy=(1225,1289,1477,1353)
kicker-separator: | xyxy=(512,507,529,533)
page-number: 09 xyxy=(261,105,308,143)
jobfair-body: ಧಾರವಾಡ: ದ್ಯಾವಿಕ್ ಸಂಸ್ಥೆ ಮತ್ತು ಟ್ರಸ್ಟ್, ಜಿಲ್ಲಾ ಕೌಶಲ್ಯ ಸಮಿತಿ ಹಾಗೂ ಐಟಿ ಕಂಪನಿಗಳ ಸಹಯೋಗದಲ್ಲಿ ಮಹಿಳೆಯರಿಗಾಗಿ ಉದ್ಯೋಗ ಮೇಳವನ್ನು ಡಿ.14ರಂದು 9.30ರಿಂದ ಸೃಷ್ಟಿ ಕಾಲೇಜಿನಲ್ಲಿ ಆಯೋಜಿಸಲಾಗಿದೆ ಎಂದು ಸಂಸ್ಥೆಯ ಮುಖ್ಯಸ್ಥರು ಹೇಳಿದರು. ಸುದ್ದಿಗೋಷ್ಠಿಯಲ್ಲಿ ಮಾತನಾಡಿ, ಉದ್ಯೋಗ ಮೇಳದಲ್ಲಿ 35 ಕ್ಕೂ ಹೆಚ್ಚು ಕಂಪನಿಗಳು ಭಾಗವಹಿಸಲಿದ್ದು, ಸುಮಾರು 2900ಕ್ಕೂ ಹೆಚ್ಚು ಹುದ್ದೆಗಳ ನೇಮಕಾತಿ ನಡೆಯಲಿದೆ. ಎಸ್‌ಎಸ್‌ಎಲ್‌ಸಿ, ಪಿಯುಸಿ, ಪದವಿ, ಸ್ನಾತಕೋತ್ತರ ಪದವಿ, ಡಿಪ್ಲೊಮಾ, ಐಟಿಐ, ಎಂಜಿನಿಯರಿಂಗ್ ಪದವಿ ಪಡೆದ 18 ರಿಂದ 35 ವರ್ಷದೊಳಗಿನ ಮಹಿಳಾ ಅಭ್ಯರ್ಥಿಗಳು ಭಾಗವಹಿಸಬಹುದು. 1800ಕ್ಕೂ ಅಧಿಕ ಅಭ್ಯರ್ಥಿಗಳು ನೋಂದಾಯಿಸಿಕೊಂಡಿದ್ದಾರೆ. ಆಸಕ್ತರು ಮೊ: 8000 ನಂಬರ್‌ಗೆ ಸಂಪರ್ಕಿಸಬಹುದು. ಅಭ್ಯರ್ಥಿಗಳು ತಮ್ಮ ಬಯೋಡೇಟಾ, ಆಧಾರ್ ಕಾರ್ಡ್ ಹಾಗೂ ಶೈಕ್ಷಣಿಕ ದಾಖಲೆಗಳೊಂದಿಗೆ ಹಾಜರಾಗಬೇಕು. ದ್ಯಾವಿಕ್ ಸಂಸ್ಥೆಯು ಕಳೆದ 24 ವರ್ಷಗಳಿಂದ ಮಹಿಳಾ ಸಬಲೀಕರಣಕ್ಕಾಗಿ ಕೆಲಸ ಮಾಡುತ್ತಿದೆ ಎಂದರು. ಸಂಸ್ಥೆಯ ಪದಾಧಿಕಾರಿಗಳು ಉಪಸ್ಥಿತರಿದ್ದರು. xyxy=(341,1300,751,1512)
obituary-header xyxy=(52,1655,244,1690)
bus-caption: ಕಲಘಟಗಿ: ತಾಲೂಕಿನ ಬಿ.ಗುಡಿಹಾಳ ಮತ್ತು ಕುರುವಿನಕೊಪ್ಪ ಗ್ರಾಮಸ್ಥರ ಬಹು ದಿನಗಳ ಬೇಡಿಕೆಯಾದ ಗುಡಿಹಾಳ ಮತ್ತು ಕುರುವಿನಕೊಪ್ಪ ಗ್ರಾಮಗಳ ಮೂಲಕ ಧಾರವಾಡದಿಂದ ಕಲಘಟಗಿವರೆಗೆ ಬಸ್ ಬೇಡಿಕೆಯ ನೂತನ ಸಾರಿಗೆ ಬಸ್ ಸೇವೆ ಪ್ರಾರಂಭಿಸಿದೆ. ಗ್ರಾಮಸ್ಥರು ಬಸ್‌ಗೆ ಹೂವಿನ ಹಾರ, ಕುಂಕುಮ, ಅಕ್ಷತೆ ಸೇರಿ ಪೂಜೆ ಸಲ್ಲಿಸಿದರು. ಸಾರಿಗೆ ಅಧಿಕಾರಿಗಳು, ಸಿಬ್ಬಂದಿ, ಗ್ರಾಮಸ್ಥರು ನೂತನ ಬಸ್‌ಗೆ ಚಾಲನೆ ನೀಡಿದರು. xyxy=(341,385,705,475)
obituary-label-b: ಸುದ್ದಿ xyxy=(146,1661,176,1683)
brief-3-title: ವಿದ್ಯುತ್ ವ್ಯತ್ಯಯ ನಾಳೆ xyxy=(52,1206,240,1235)
officers-title: ವಿವಿಧ ಪದಾಧಿಕಾರಿಗಳ ಆಯ್ಕೆ xyxy=(799,1896,1023,1924)
bottom-col-rule-1 xyxy=(416,1892,417,2355)
bullet-icon: ■ xyxy=(789,953,802,969)
cloud-sun-icon xyxy=(1020,59,1097,123)
nambike-label-a: ನಂಬಿಕೆ xyxy=(567,650,606,672)
quote-icon: ❝ xyxy=(1234,1516,1255,1561)
masthead-rule xyxy=(50,145,1492,147)
jatra-caption: ಹುಬ್ಬಳ್ಳಿ: ಕಾವೇರಿ ಹುಕ್ಕೇರಿಮಠದ ಜಾತ್ರಾ ಮಹೋತ್ಸವ ನಿಮಿತ್ತ ಸಪ್ತಸಾಗರದಿಂದ ಆಗಮಿಸಿದ್ದ ಜ್ಯೋತಿ ಯಾತ್ರೆಯು ಹುಬ್ಬಳ್ಳಿಯ ಮೂರುಸಾವಿರ ಮಠಕ್ಕೆ ಮಂಗಳವಾರ ಆಗಮಿಸಿತು. ಮೂರು ಸಾವಿರ ಮಠದ ಗುರುಸಿದ್ಧರಾಜಯೋಗೀಂದ್ರ ಸ್ವಾಮೀಜಿ ಚಾಲನೆ ನೀಡಿದರು. xyxy=(1113,1127,1464,1198)
quote-icon: ❝ xyxy=(1234,1375,1255,1420)
date: 11 ಡಿಸೆಂಬರ್ 2025 xyxy=(1304,91,1412,107)
quote1-text: ಕಾನೂನು ಸುವ್ಯವಸ್ಥೆ ಹಾಗೂ ಜನಜೀವನಕ್ಕೆ ತೊಂದರೆ ಆಗುವ ಸಾಧ್ಯತೆ ಇರುವ ಹಿನ್ನೆಲೆ, ಹೋರಾಟಕ್ಕೆ ಅನುಮತಿ ನಿರಾಕರಿಸಿ ಮುಖಂಡರಿಗೆ ನೋಟಿಸ್ ನೀಡಲಾಗಿತ್ತು. ಆದಾಗ್ಯೂ ಪ್ರತಿಭಟನೆ ನಡೆಸಲು ಮುಂದಾದವರನ್ನು ವಶಕ್ಕೆ ಪಡೆದು ನಗರದಲ್ಲಿ 144 ಜಾರಿ ಮಾಡಲಾಗಿದೆ. xyxy=(1276,1383,1472,1476)
students-title: ವಿದ್ಯಾರ್ಥಿನಿಯರು ಜಿಲ್ಲಾ ಮಟ್ಟಕ್ಕೆ ಆಯ್ಕೆ xyxy=(1168,1898,1421,1922)
bottom-col-rule-3 xyxy=(1159,1892,1160,2355)
obituary-label-a: ನಿಧನ xyxy=(91,1661,125,1683)
left-column-rule xyxy=(324,160,325,1868)
kannada-photo-2 xyxy=(609,2211,783,2355)
weather-min: 13° xyxy=(1170,81,1224,113)
bill-rule xyxy=(770,1666,1477,1667)
kannada-body: ನವಲಗುಂದ: ತಾಲೂಕಿನ ಶಾಲೆಗಳಲ್ಲಿ ಕನ್ನಡ ಶಿಕ್ಷಕರ ಕೊರತೆ ಇದ್ದು ಮಕ್ಕಳ ಕಲಿಕೆಗೆ ತೊಂದರೆಯಾಗಿದೆ. ಶೀಘ್ರ ಶಿಕ್ಷಕರನ್ನು ನೇಮಿಸಬೇಕು ಎಂದು ಆಗ್ರಹಿಸಿ ಕರ್ನಾಟಕ ರಕ್ಷಣಾ ವೇದಿಕೆ ಕಾರ್ಯಕರ್ತರು ತಹಸೀಲ್ದಾರರಿಗೆ ಮನವಿ ಸಲ್ಲಿಸಿದರು. ಎಸ್‌.ಡಿ.ಎಂ.ಸಿ ಸದಸ್ಯರು ಭಾಗವಹಿಸಿದ್ದರು. 116 ಶಾಲೆಗಳಲ್ಲಿ ಕನ್ನಡ ಶಿಕ್ಷಕರ ಹುದ್ದೆ ಖಾಲಿ ಇವೆ. 2025ರ ಶೈಕ್ಷಣಿಕ ವರ್ಷ ಮುಗಿಯುತ್ತಾ ಬಂದರೂ ಶಿಕ್ಷಕರ ನೇಮಕಾತಿ ಆಗಿಲ್ಲ. ಇದರಿಂದ ವಿದ್ಯಾರ್ಥಿಗಳ ಭವಿಷ್ಯಕ್ಕೆ ಧಕ್ಕೆಯಾಗಿದೆ. ಕೂಡಲೇ ಅತಿಥಿ ಶಿಕ್ಷಕರನ್ನಾದರೂ ನೇಮಿಸಬೇಕು. ಇಲ್ಲದಿದ್ದರೆ ಉಗ್ರ ಹೋರಾಟ ನಡೆಸಲಾಗುವುದು ಎಂದು ಎಚ್ಚರಿಸಿದರು. ವೇದಿಕೆಯ ಪದಾಧಿಕಾರಿಗಳು, ಪಾಲಕರು ಉಪಸ್ಥಿತರಿದ್ದರು. xyxy=(425,1934,783,2075)
registration-marks xyxy=(1304,2361,1356,2370)
weather-min-label: ಕನಿಷ್ಠ xyxy=(1170,63,1187,75)
bandobast-label-b: ಬಂದೋಬಸ್ತ್ xyxy=(1276,1256,1360,1278)
obituary-photo xyxy=(54,1735,169,1863)
ksca-caption: ಹುಬ್ಬಳ್ಳಿ: ಕರ್ನಾಟಕ ರಾಜ್ಯ ಕ್ರಿಕೆಟ್ ಸಂಸ್ಥೆ(ಕೆಎಸ್‌ಸಿಎ) ಧಾರವಾಡ ವಲಯಕ್ಕೆ ನೂತನ ನಿಮಂತ್ರಕರಾಗಿ ಆಯ್ಕೆಯಾದ ವೀರಣ್ಣ ಸವಡಿ ಅವರಿಗೆ ರಾಜ್ಯ ಬಿಜೆಪಿ ಶಿಸ್ತು ಸಮಿತಿ ಅಧ್ಯಕ್ಷ ಲಿಂಗರಾಜ ಪಾಟೀಲ ಸನ್ಮಾನಿಸಿದರು. ಸಿದ್ದು ಮೊಗಲಿಶೆಟ್ಟರ, ರವಿ ನಾಯಕ, ರವಿ ಮುಧೋಳ, ಪ್ರಶಾಂತ ಹಾವಣಗಿ ಉಪಸ್ಥಿತರಿದ್ದರು. xyxy=(1142,386,1471,457)
rss-body: ಹುಬ್ಬಳ್ಳಿ: ರಾಜ್ಯದಲ್ಲಿ ಕಾಂಗ್ರೆಸ್ ಸರ್ಕಾರ ಆರ್‌ಎಸ್‌ಎಸ್ ಸಂಘಟನೆಯನ್ನು ನಿಷೇಧಿಸುವ ಪ್ರಯತ್ನದಲ್ಲಿದೆ. ಕೇವಲ ರಾಜಕೀಯ ಲಾಭಕ್ಕಾಗಿ ಸುಳ್ಳು ಆರೋಪ ಮಾಡುತ್ತಿದೆ. ಸಂಘವು ರಾಷ್ಟ್ರ ಸೇವೆಯಲ್ಲಿ ತೊಡಗಿರುವ ಸಂಘಟನೆಯಾಗಿದೆ. ರಾಜ್ಯಾದ್ಯಂತ 518 ಪಥಸಂಚಲನ ಯಶಸ್ವಿಯಾಗಿ ನಡೆದಿವೆ. ಸರ್ಕಾರದ ಪ್ರಯತ್ನ ಸಂಪೂರ್ಣ ವಿಫಲವಾಗಿದೆ. ಯುವ ಮುಖಂಡ ವೆಂಕಟೇಶ ಕಾಟವೆ ಹೇಳಿದರು. ಅವರು ಸುದ್ದಿಗೋಷ್ಠಿಯಲ್ಲಿ ಮಾತನಾಡಿ, ಸಂಘವನ್ನು ವಿರೋಧಿಸುವ ಕೆಲಸ ಬಿಡಬೇಕು. ಮುಂದಿನ ದಿನಗಳಲ್ಲಿ ಜನರೇ ಉತ್ತರ ನೀಡುತ್ತಾರೆ ಎಂದರು. xyxy=(1113,586,1248,906)
registration-marks xyxy=(921,2361,972,2370)
youth-body: ಧಾರವಾಡ: ಕರ್ನಾಟಕ ವಿಶ್ವವಿದ್ಯಾಲಯದ ಅಂತರ್ ಕಾಲೇಜು ಧಾರವಾಡ ವಲಯ ಮಟ್ಟದ ಯುವಜನ ಉತ್ಸವ ಡಿ.12 ಮತ್ತು 13ರಂದು ಎರಡು ದಿನಗಳ ಕಾಲ ನಗರದ ಸೃಷ್ಟಿಯ ಕಲಾ-ವಾಣಿಜ್ಯ ಕಾಲೇಜಿನಲ್ಲಿ ಹಮ್ಮಿಕೊಳ್ಳಲಾಗಿದೆ ಎಂದು ಪ್ರಾಚಾರ್ಯೆ ನೀಲಕ್ಕ ಪಾಟೀಲ ಹೇಳಿದರು. ಬುಧವಾರ ಸುದ್ದಿಗೋಷ್ಠಿಯಲ್ಲಿ ಅವರು ಮಾತನಾಡಿ, ಒಟ್ಟು 27 ಸ್ಪರ್ಧೆಗಳು ನಡೆಯಲಿವೆ. ಒಂದು ಕಾಲೇಜಿನಿಂದ ಸುಮಾರು 40 ವಿದ್ಯಾರ್ಥಿಗಳು ಪಾಲ್ಗೊಳ್ಳಲು ಅವಕಾಶವಿದೆ. ಡಿ.12ರ ಬೆಳಿಗ್ಗೆ ಉತ್ಸವಕ್ಕೆ ಚಾಲನೆ ದೊರೆಯಲಿದ್ದು, ವಿವಿ ಕುಲಪತಿ ಉದ್ಘಾಟಿಸಲಿದ್ದಾರೆ. ವಿಜೇತರಿಗೆ ಬಹುಮಾನ ವಿತರಿಸಲಾಗುವುದು. ಡಿ.13ರ ಸಂಜೆ ಸಮಾರೋಪ ಸಮಾರಂಭ ನಡೆಯಲಿದ್ದು, ಕಾಲೇಜು ಆಡಳಿತ ಮಂಡಳಿ ಸದಸ್ಯರು ಉಪಸ್ಥಿತರಿರುವರು. ಸುದ್ದಿಗೋಷ್ಠಿಯಲ್ಲಿ ಕಾಲೇಜಿನ ಸಿಬ್ಬಂದಿ ಹಾಗೂ ಸಂಯೋಜಕರು ಉಪಸ್ಥಿತರಿದ್ದರು. xyxy=(729,193,1125,334)
kirusuddi-label-b: ಸುದ್ದಿ xyxy=(194,189,231,216)
